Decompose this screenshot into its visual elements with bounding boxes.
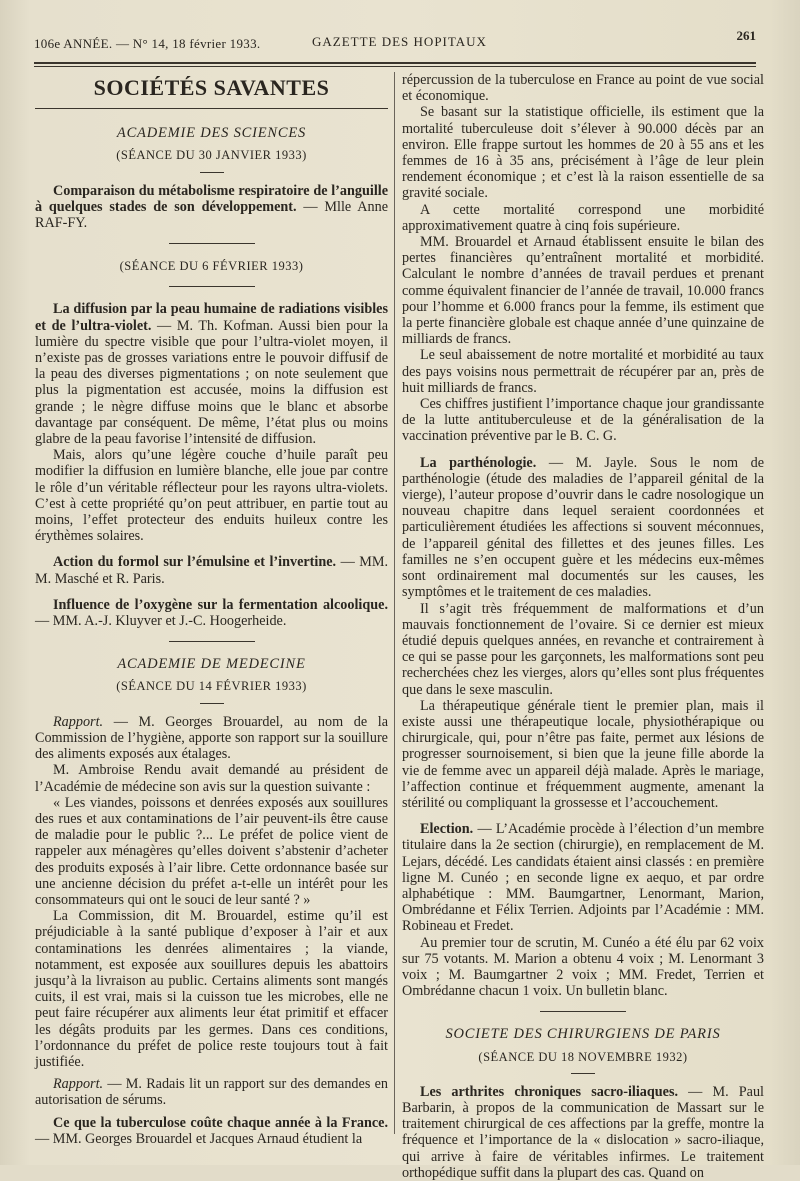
paragraph: Ces chiffres justifient l’importance chaque jour grandissante de la lutte antituberculeuse et de la généralisation de la vaccination préventive par le B. C. G. <box>402 396 764 445</box>
article-author: — MM. M. Masché et R. Paris. <box>35 554 388 587</box>
article-author: — M. Th. Kofman. <box>151 317 274 334</box>
right-column <box>402 72 764 1181</box>
paragraph: A cette mortalité correspond une morbidité approximativement quatre à cinq fois supérieure. <box>402 201 764 234</box>
divider <box>540 1011 626 1012</box>
divider <box>169 286 255 287</box>
page-number: 261 <box>736 28 756 43</box>
section-title: SOCIÉTÉS SAVANTES <box>93 75 330 100</box>
article-author: — M. Paul Barbarin, <box>402 1083 764 1116</box>
article-diffusion <box>35 301 388 447</box>
article-text: — L’Académie procède à l’élection d’un membre titulaire dans la 2e section (chirurgie), en remplacement de M. Lejars, décédé. Les candidats étaient ainsi classés : en première ligne M. Cunéo ; en seconde ligne ex aequo, et par ordre alphabétique : MM. Baumgartner, Lenormant, Marion, Ombrédanne et Félix Terrien. Adjoints par l’Académie : MM. Robineau et Fredet. <box>402 821 764 935</box>
article-title: Ce que la tuberculose coûte chaque année à la France. <box>53 1114 388 1131</box>
paragraph: La Commission, dit M. Brouardel, estime qu’il est préjudiciable à la santé publique d’exposer à l’air et aux contaminations les denrées alimentaires ; la viande, notamment, est exposée aux souillures depuis les abattoirs jusqu’à la livraison au public. Certains aliments sont mangés cuits, il est vrai, mais si la cuisson tue les microbes, elle ne peut faire récupérer aux aliments leur état primitif et effacer les dégâts produits par les germes. Dans ces conditions, l’ordonnance du préfet de police reste toujours tout à fait justifiée. <box>35 908 388 1070</box>
article-election <box>402 821 764 934</box>
section-rule <box>35 108 388 109</box>
divider <box>200 172 224 173</box>
article-anguille <box>35 183 388 232</box>
article-title: Election. <box>420 821 474 838</box>
paragraph: MM. Brouardel et Arnaud établissent ensuite le bilan des pertes financières qu’entraînent mortalité et morbidité. Calculant le nombre d’années de travail perdues et prenant comme équivalent financier de l’année de travail, 10.000 francs pour l’homme et 6.000 francs pour la femme, ils estiment que la perte financière globale est chaque année d’une quinzaine de milliards de francs. <box>402 234 764 348</box>
article-parthenologie <box>402 455 764 601</box>
journal-title: GAZETTE DES HOPITAUX <box>312 34 487 49</box>
seance-date: (SÉANCE DU 14 FÉVRIER 1933) <box>116 679 307 694</box>
header-rule <box>34 62 756 64</box>
article-title: Influence de l’oxygène sur la fermentation alcoolique. <box>53 596 388 613</box>
rapport-text: — M. Georges Brouardel, au nom de la Commission de l’hygiène, apporte son rapport sur la souillure des aliments exposés aux étalages. <box>35 713 388 763</box>
left-column <box>35 72 388 1147</box>
rapport-label: Rapport. <box>53 713 104 730</box>
article-author: — MM. A.-J. Kluyver et J.-C. Hoogerheide. <box>35 613 287 630</box>
heading-societe-chirurgiens: SOCIETE DES CHIRURGIENS DE PARIS <box>445 1026 721 1043</box>
rapport-brouardel <box>35 714 388 763</box>
article-author: — M. Jayle. <box>536 454 638 471</box>
article-text: — MM. Georges Brouardel et Jacques Arnaud étudient la <box>35 1130 363 1147</box>
divider <box>200 703 224 704</box>
issue-line: 106e ANNÉE. — N° 14, 18 février 1933. <box>34 36 261 51</box>
article-text: à propos de la communication de Massart sur le traitement chirurgical de ces affections par la greffe, montre la fréquence et l’importance de la « dislocation » sacro-iliaque, qui arrive à faire de véritables infirmes. Le traitement orthopédique suffit dans la plupart des cas. Quand on <box>402 1099 764 1181</box>
paragraph: M. Ambroise Rendu avait demandé au président de l’Académie de médecine son avis sur la question suivante : <box>35 762 388 795</box>
paragraph: répercussion de la tuberculose en France au point de vue social et économique. <box>402 72 764 105</box>
column-divider <box>394 72 395 1134</box>
seance-date: (SÉANCE DU 18 NOVEMBRE 1932) <box>478 1049 688 1064</box>
article-arthrites <box>402 1084 764 1181</box>
rapport-text: — M. Radais lit un rapport sur des demandes en autorisation de sérums. <box>35 1076 388 1109</box>
seance-date: (SÉANCE DU 30 JANVIER 1933) <box>116 148 307 163</box>
paragraph: Mais, alors qu’une légère couche d’huile paraît peu modifier la diffusion en lumière blanche, elle joue par contre le rôle d’un véritable réflecteur pour les rayons ultra-violets. C’est à cette propriété qu’on peut attribuer, en partie tout au moins, l’effet protecteur des enduits huileux contre les érythèmes solaires. <box>35 447 388 545</box>
paragraph: Se basant sur la statistique officielle, ils estiment que la mortalité tuberculeuse doit s’élever à 90.000 décès par an environ. Elle frappe surtout les hommes de 20 à 55 ans et les femmes de 16 à 35 ans, précisément à l’âge de leur plein rendement économique ; et c’est là la raison essentielle de sa gravité sociale. <box>402 104 764 202</box>
article-text: Aussi bien pour la lumière du spectre visible que pour l’ultra-violet moyen, il n’existe pas de grosses variations entre le pouvoir diffusif de la peau des diverses pigmentations ; on note seulement que plus la pigmentation est accusée, moins la diffusion est grande ; le nègre diffuse moins que le blanc et absorbe davantage par conséquent. De même, l’état plus ou moins glabre de la peau favorise l’intensité de diffusion. <box>35 317 389 448</box>
divider <box>169 243 255 244</box>
paragraph: Au premier tour de scrutin, M. Cunéo a été élu par 62 voix sur 75 votants. M. Marion a obtenu 4 voix ; M. Lenormant 3 voix ; M. Baumgartner 2 voix ; MM. Fredet, Terrien et Ombrédanne chacun 1 voix. Un bulletin blanc. <box>402 934 764 1000</box>
article-title: La diffusion par la peau humaine de radiations visibles et de l’ultra-violet. <box>35 301 388 334</box>
paragraph: Le seul abaissement de notre mortalité et morbidité au taux des pays voisins nous permettrait de récupérer par an, près de huit milliards de francs. <box>402 347 764 396</box>
article-formol <box>35 554 388 586</box>
divider <box>571 1073 595 1074</box>
article-author: — Mlle Anne RAF-FY. <box>35 198 388 232</box>
heading-academie-medecine: ACADEMIE DE MEDECINE <box>117 656 306 673</box>
header-rule-thin <box>34 66 756 67</box>
article-text: Sous le nom de parthénologie (étude des maladies de l’appareil génital de la vierge), l’auteur propose d’ouvrir dans le cadre nosologique un nouveau chapitre dans lequel seraient coordonnées et particulièrement étudiées les affections si souvent méconnues, de l’appareil génital des fillettes et des jeunes filles. Les familles ne s’en occupent guère et les médecins eux-mêmes sont ordinairement mal documentés sur les causes, les symptômes et le traitement de ces maladies. <box>402 454 764 601</box>
quote: « Les viandes, poissons et denrées exposés aux souillures des rues et aux contaminations de l’air peuvent-ils être cause de maladie pour le public ?... Le préfet de police vient de rappeler aux ménagères qu’elles doivent s’abstenir d’acheter des produits exposés à l’air libre. Cette ordonnance basée sur une ancienne décision du préfet a-t-elle un intérêt pour les consommateurs qui ont le souci de leur santé ? » <box>35 794 388 908</box>
article-title: Les arthrites chroniques sacro-iliaques. <box>420 1083 679 1100</box>
heading-academie-sciences: ACADEMIE DES SCIENCES <box>116 125 307 142</box>
article-title: Comparaison du métabolisme respiratoire de l’anguille à quelques stades de son développement. <box>35 182 388 215</box>
article-title: La parthénologie. <box>420 454 537 471</box>
seance-date: (SÉANCE DU 6 FÉVRIER 1933) <box>119 259 304 274</box>
paragraph: La thérapeutique générale tient le premier plan, mais il existe aussi une thérapeutique locale, physiothérapique ou chirurgicale, qui, pour n’être pas faite, permet aux lésions de progresser sournoisement, si bien que la jeune fille aborde la vie de femme avec un appareil déjà malade. Après le mariage, l’affection continue et fréquemment augmente, amenant la stérilité ou compliquant la grossesse et l’accouchement. <box>402 697 764 811</box>
article-oxygene <box>35 597 388 629</box>
divider <box>169 641 255 642</box>
rapport-radais <box>35 1076 388 1108</box>
paragraph: Il s’agit très fréquemment de malformations et d’un mauvais fonctionnement de l’ovaire. Si ce dernier est mieux étudié depuis quelques années, en revanche et contrairement à ce qui se passe pour les garçonnets, les malformations sont peu recherchées chez les vierges, alors qu’elles sont plus fréquentes que dans le sexe masculin. <box>402 600 764 698</box>
rapport-label: Rapport. <box>53 1076 104 1093</box>
article-title: Action du formol sur l’émulsine et l’invertine. <box>53 554 337 571</box>
article-tuberculose <box>35 1115 388 1147</box>
running-header <box>34 28 756 51</box>
